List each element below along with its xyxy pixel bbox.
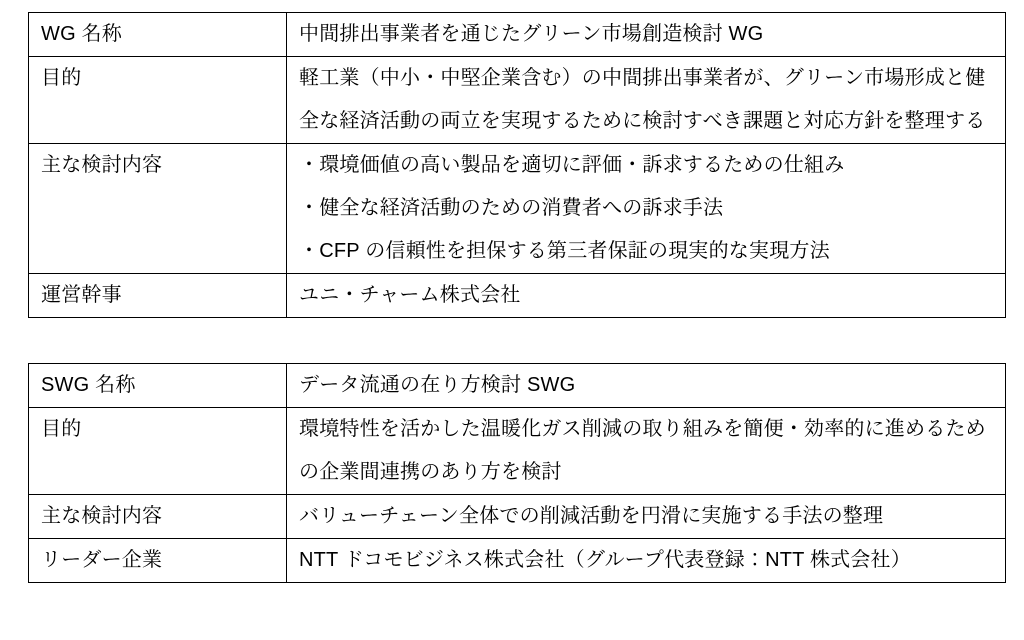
wg-table xyxy=(28,12,1006,318)
row-value-line: NTT ドコモビジネス株式会社（グループ代表登録：NTT 株式会社） xyxy=(299,549,911,571)
table-row xyxy=(29,495,1006,539)
row-value xyxy=(287,408,1006,495)
table-gap xyxy=(28,318,1006,363)
row-value xyxy=(287,274,1006,318)
table-row xyxy=(29,408,1006,495)
swg-table xyxy=(28,363,1006,583)
row-value-line: 環境特性を活かした温暖化ガス削減の取り組みを簡便・効率的に進めるための企業間連携のあり方を検討 xyxy=(299,418,986,483)
row-value xyxy=(287,13,1006,57)
wg-table-body xyxy=(29,13,1006,318)
table-row xyxy=(29,274,1006,318)
row-label: SWG 名称 xyxy=(29,364,287,408)
table-row xyxy=(29,144,1006,274)
row-label: 目的 xyxy=(29,57,287,144)
row-value xyxy=(287,144,1006,274)
row-value xyxy=(287,539,1006,583)
row-value xyxy=(287,57,1006,144)
row-value xyxy=(287,495,1006,539)
row-value-line: ユニ・チャーム株式会社 xyxy=(299,284,521,306)
row-value-line: 中間排出事業者を通じたグリーン市場創造検討 WG xyxy=(299,23,764,45)
row-label: リーダー企業 xyxy=(29,539,287,583)
row-value-line: ・環境価値の高い製品を適切に評価・訴求するための仕組み xyxy=(299,154,845,176)
swg-table-body xyxy=(29,364,1006,583)
row-value-line: バリューチェーン全体での削減活動を円滑に実施する手法の整理 xyxy=(299,505,884,527)
table-row xyxy=(29,364,1006,408)
table-row xyxy=(29,13,1006,57)
row-value-line: ・健全な経済活動のための消費者への訴求手法 xyxy=(299,197,724,219)
row-value-line: データ流通の在り方検討 SWG xyxy=(299,374,576,396)
row-value xyxy=(287,364,1006,408)
table-row xyxy=(29,57,1006,144)
row-label: 主な検討内容 xyxy=(29,495,287,539)
row-label: 運営幹事 xyxy=(29,274,287,318)
row-label: WG 名称 xyxy=(29,13,287,57)
row-value-line: ・CFP の信頼性を担保する第三者保証の現実的な実現方法 xyxy=(299,240,830,262)
row-label: 目的 xyxy=(29,408,287,495)
row-label: 主な検討内容 xyxy=(29,144,287,274)
table-row xyxy=(29,539,1006,583)
row-value-line: 軽工業（中小・中堅企業含む）の中間排出事業者が、グリーン市場形成と健全な経済活動の両立を実現するために検討すべき課題と対応方針を整理する xyxy=(299,67,986,132)
document-content xyxy=(28,12,1006,583)
